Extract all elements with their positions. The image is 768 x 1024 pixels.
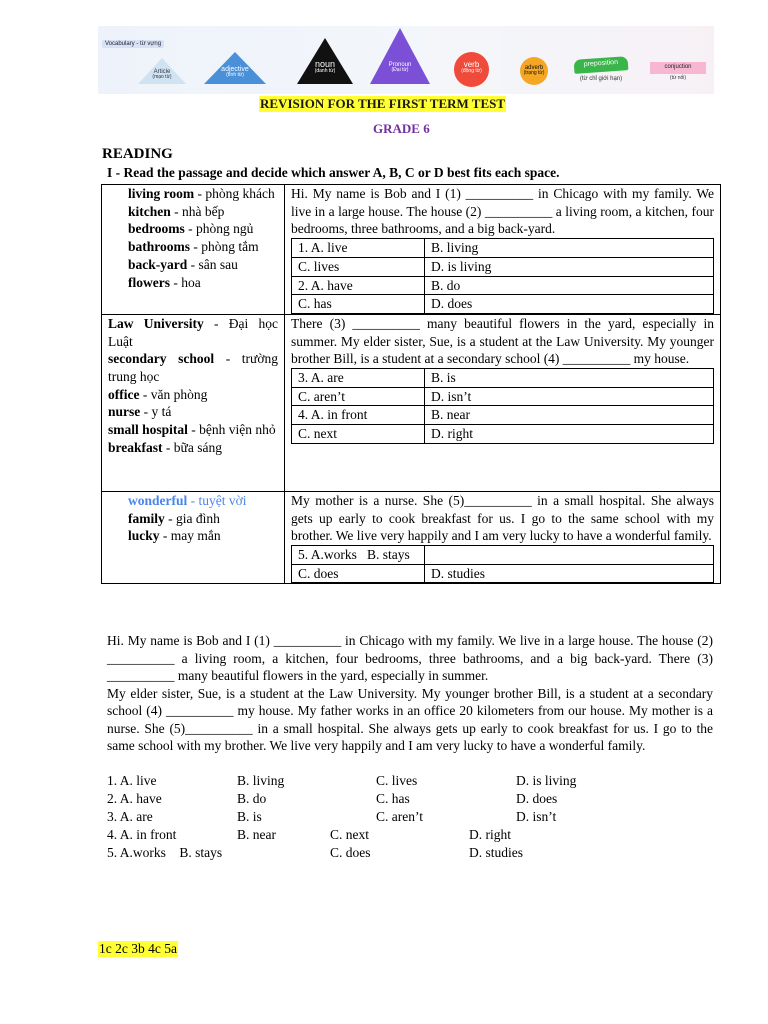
article-label: Article (mạo từ) xyxy=(152,69,172,81)
vocab-item: office - văn phòng xyxy=(108,386,208,402)
passage-cell xyxy=(285,491,721,584)
pronoun-triangle-icon xyxy=(370,28,430,84)
vocab-item: wonderful - tuyệt vời xyxy=(128,492,247,508)
vocab-item: living room - phòng khách xyxy=(128,186,275,201)
list-item: 2. A. have B. do C. has D. does xyxy=(107,791,558,806)
option: D. does xyxy=(425,295,714,314)
option: 4. A. in front xyxy=(292,406,425,425)
list-item: 3. A. are B. is C. aren’t D. isn’t xyxy=(107,809,557,824)
list-item: 4. A. in front B. near C. next D. right xyxy=(107,827,511,842)
vocab-item: secondary school - trường trung học xyxy=(108,351,279,385)
vocab-item: bathrooms - phòng tắm xyxy=(128,239,259,255)
section-heading: READING xyxy=(102,146,173,162)
full-passage xyxy=(107,632,713,755)
vocab-item: Law University - Đại học Luật xyxy=(108,315,278,349)
adverb-circle-icon: adverb (trạng từ) xyxy=(520,57,548,85)
option: C. lives xyxy=(292,257,425,276)
passage-text: There (3) __________ many beautiful flowers in the yard, especially in summer. My elder sister, Sue, is a student at the Law University. My younger brother Bill, is a student at a secondary school (4) __________ my house. xyxy=(291,315,714,367)
vocab-item: flowers - hoa xyxy=(128,274,201,290)
option: D. isn’t xyxy=(425,387,714,406)
option: B. near xyxy=(425,406,714,425)
passage-cell xyxy=(285,314,721,491)
option: 5. A.works B. stays xyxy=(292,546,425,565)
vocab-item: kitchen - nhà bếp xyxy=(128,203,225,219)
passage-paragraph: Hi. My name is Bob and I (1) __________ in Chicago with my family. We live in a large house. The house (2) __________ a living room, a kitchen, four bedrooms, three bathrooms, and a big back-yard. There (3) __________ many beautiful flowers in the yard, especially in summer. xyxy=(107,633,713,683)
document-title: REVISION FOR THE FIRST TERM TEST xyxy=(260,96,506,111)
passage-text: Hi. My name is Bob and I (1) __________ in Chicago with my family. We live in a large house. The house (2) __________ a living room, a kitchen, four bedrooms, three bathrooms, and a big back-yard. xyxy=(291,186,714,237)
preposition-shape-icon: preposition xyxy=(574,56,629,74)
table-row xyxy=(102,491,721,584)
passage-cell xyxy=(285,185,721,315)
vocab-item: small hospital - bệnh viện nhỏ xyxy=(108,422,276,438)
grade-heading: GRADE 6 xyxy=(373,121,430,136)
vocab-cell xyxy=(102,314,285,491)
options-list xyxy=(291,545,714,583)
passage-text: My mother is a nurse. She (5)__________ in a small hospital. She always gets up early to cook breakfast for us. I go to the same school with my brother. We live very happily and I am very lucky to have a wonderful family. xyxy=(291,492,714,544)
list-item: 1. A. live B. living C. lives D. is living xyxy=(107,773,577,788)
adjective-label: adjective (tính từ) xyxy=(221,66,249,79)
option: C. aren’t xyxy=(292,387,425,406)
option: D. is living xyxy=(425,257,714,276)
vocab-item: breakfast - bữa sáng xyxy=(108,439,222,455)
vocab-item: nurse - y tá xyxy=(108,404,172,420)
answer-key: 1c 2c 3b 4c 5a xyxy=(99,941,177,956)
noun-label: noun (danh từ) xyxy=(314,59,336,75)
question-list xyxy=(107,772,713,862)
vocab-cell xyxy=(102,185,285,315)
instruction-text: I - Read the passage and decide which answer A, B, C or D best fits each space. xyxy=(107,165,560,180)
option xyxy=(425,546,714,565)
passage-paragraph: My elder sister, Sue, is a student at the Law University. My younger brother Bill, is a student at a secondary school (4) __________ my house. My father works in an office 20 kilometers from our house. My mother is a nurse. She (5)__________ in a small hospital. She always gets up early to cook breakfast for us. I go to the same school with my brother. We live very happily and I am very lucky to have a wonderful family. xyxy=(107,685,713,753)
conjunction-sub-label: (từ nối) xyxy=(669,75,687,81)
vocabulary-tag: Vocabulary - từ vựng xyxy=(102,40,164,48)
option: 2. A. have xyxy=(292,276,425,295)
options-list xyxy=(291,368,714,444)
option: B. living xyxy=(425,239,714,258)
option: D. right xyxy=(425,425,714,444)
vocab-item: back-yard - sân sau xyxy=(128,256,238,272)
pronoun-label: Pronoun (Đại từ) xyxy=(388,62,412,74)
option: C. next xyxy=(292,425,425,444)
preposition-sub-label: (từ chỉ giới hạn) xyxy=(579,76,623,82)
option: 1. A. live xyxy=(292,239,425,258)
option: B. is xyxy=(425,369,714,388)
option: C. does xyxy=(292,564,425,583)
reading-table xyxy=(101,184,721,584)
vocab-item: family - gia đình xyxy=(128,510,220,526)
list-item: 5. A.works B. stays C. does D. studies xyxy=(107,845,523,860)
conjunction-box-icon: conjuction xyxy=(650,62,706,74)
vocab-item: bedrooms - phòng ngủ xyxy=(128,221,254,237)
options-list xyxy=(291,238,714,314)
table-row xyxy=(102,314,721,491)
option: D. studies xyxy=(425,564,714,583)
option: 3. A. are xyxy=(292,369,425,388)
option: B. do xyxy=(425,276,714,295)
vocab-item: lucky - may mắn xyxy=(128,528,221,544)
table-row xyxy=(102,185,721,315)
verb-circle-icon: verb (động từ) xyxy=(454,52,489,87)
parts-of-speech-banner xyxy=(98,26,714,94)
option: C. has xyxy=(292,295,425,314)
vocab-cell xyxy=(102,491,285,584)
